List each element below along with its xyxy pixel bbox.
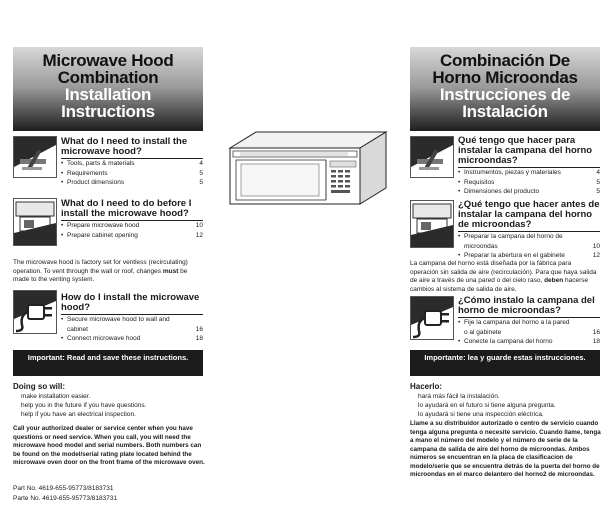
section3-question: ¿Cómo instalo la campana del horno de microondas? [458,295,595,316]
title-line-4: Instalación [462,102,548,121]
important-banner: Important: Read and save these instructions. [13,350,203,376]
list-item-page: 16 [592,328,600,336]
title-line-2: Combination [57,68,159,87]
power-plug-icon [410,296,454,340]
service-call-note-es: Llame a su distribuidor autorizado o centro de servicio cuando tenga alguna pregunta o necesite servicio. Cuando llame, tenga a mano el número del modelo y el número de serie de la campana de salida de aire del horno de microondas. Ambos números se encuentran en la placa de clasificacion de modelo/serie que se encuentra detrás de la puerta del horno de microondas en el marco delantero del horno2 de microondas. [410,420,601,478]
list-item: • Preparar la abertura en el gabinete 12 [458,252,600,259]
section2-question: ¿Qué tengo que hacer antes de instalar la campana del horno de microondas? [458,199,600,230]
tools-icon [13,136,57,178]
list-item: • Instrumentos, piezas y materiales 4 [458,169,600,176]
title-line-3: Installation [64,85,152,104]
list-item: hará más fácil la instalación. [418,393,500,400]
list-item: • Prepare cabinet opening 12 [61,231,203,239]
title-line-2: Horno Microondas [432,68,578,87]
list-item-page: 16 [195,325,203,333]
section2-list [458,232,600,261]
section2-list [61,221,203,240]
title-line-1: Combinación De [440,51,570,70]
list-item: • Secure microwave hood to wall and cabinet [61,316,170,333]
list-item: • Prepare microwave hood 10 [61,222,203,229]
service-call-note: Call your authorized dealer or service center when you have questions or need service. When you call, you will need the microwave hood model and serial numbers. Both numbers can be found on the model/serial rating plate located behind the microwave oven door on the front frame of the microwave oven. [13,425,205,466]
list-item: make installation easier. [21,393,91,400]
section2-question: What do I need to do before I install the microwave hood? [61,198,192,219]
section1-question: What do I need to install the microwave hood? [61,136,188,157]
tools-icon [410,136,454,178]
microwave-hood-illustration [228,130,388,210]
section3-question: How do I install the microwave hood? [61,292,200,313]
section3-list [61,315,203,344]
list-item-page: 10 [592,242,600,250]
spanish-title-banner [410,47,600,131]
english-title-banner [13,47,203,131]
list-item: lo ayudará si tiene una inspección eléctrica. [418,411,544,418]
list-item: • Product dimensions 5 [61,179,203,186]
venting-note: The microwave hood is factory set for ventless (recirculating) operation. To vent through the wall or roof, changes must be made to the venting system. [13,259,188,283]
list-item: • Preparar la campana del horno de microondas [458,233,563,250]
doing-so-heading: Doing so will: [13,382,65,391]
doing-so-list [21,392,203,419]
section1-list [458,168,600,197]
section3-list [458,318,600,347]
doing-so-list-es [418,392,600,419]
list-item: • Connect microwave hood 18 [61,335,203,342]
cabinet-icon [410,200,454,248]
list-item: • Requisitos 5 [458,178,600,186]
list-item: • Dimensiones del producto 5 [458,188,600,195]
title-line-3: Instrucciones de [439,85,571,104]
cabinet-icon [13,198,57,246]
list-item: • Tools, parts & materials 4 [61,160,203,167]
list-item: help if you have an electrical inspection. [21,411,136,418]
title-line-4: Instructions [61,102,155,121]
list-item: • Requirements 5 [61,169,203,177]
power-plug-icon [13,290,57,334]
list-item: • Fije la campana del horno a la pared o al gabinete [458,319,570,336]
doing-so-heading-es: Hacerlo: [410,382,443,391]
list-item: • Conecte la campana del horno 18 [458,338,600,345]
list-item: lo ayudará en el futuro si tiene alguna pregunta. [418,402,556,409]
venting-note-es: La campana del horno está diseñada por la fábrica para operación sin salida de aire (recirculación). Para que haya salida de aire a través de una pared o del cielo raso, deben hacerse cambios al sistema de salida de aire. [410,260,597,293]
part-number-en: Part No. 4619-655-95773/8183731 [13,485,114,492]
part-numbers [13,484,117,504]
title-line-1: Microwave Hood [42,51,174,70]
important-banner-es: Importante: lea y guarde estas instrucciones. [410,350,600,376]
list-item: help you in the future if you have questions. [21,402,147,409]
section1-list [61,159,203,188]
part-number-es: Parte No. 4619-655-95773/8183731 [13,495,118,502]
section1-question: Qué tengo que hacer para instalar la campana del horno microondas? [458,135,593,166]
